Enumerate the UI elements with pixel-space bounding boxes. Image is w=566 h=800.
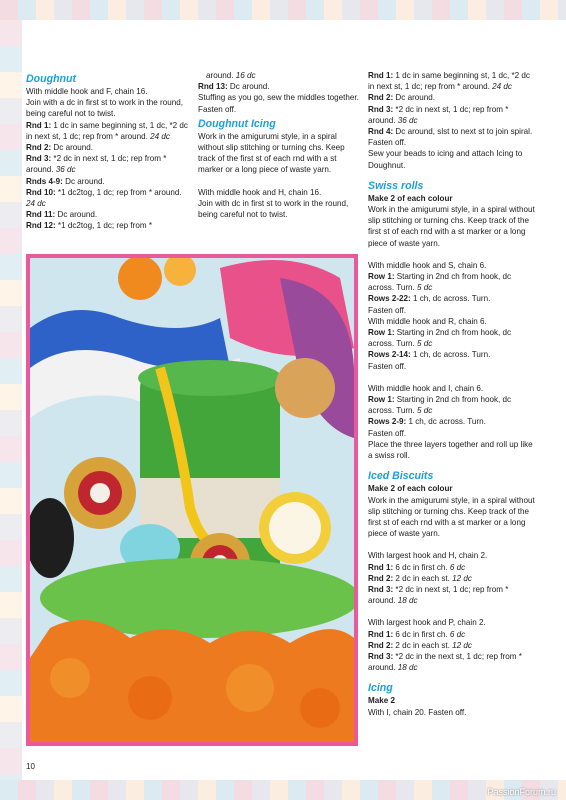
step-text: *2 dc in next st, 1 dc; rep from * around.	[26, 154, 167, 175]
instruction-line	[198, 81, 360, 92]
instruction-line	[368, 651, 538, 673]
step-text: With I, chain 20. Fasten off.	[368, 707, 467, 717]
instruction-line	[26, 187, 188, 209]
instruction-line	[368, 550, 538, 561]
stitch-count: 12 dc	[449, 640, 472, 650]
doughnut-icing-instructions	[198, 131, 360, 220]
instruction-line	[368, 573, 538, 584]
step-label: Rnd 12:	[26, 221, 56, 231]
instruction-line	[198, 198, 360, 220]
stitch-count: 16 dc	[233, 71, 256, 80]
column-1	[26, 70, 188, 232]
step-text: 1 ch, dc across. Turn.	[410, 294, 491, 304]
instruction-line	[368, 293, 538, 304]
step-text: Starting in 2nd ch from hook, dc across. Turn.	[368, 328, 512, 349]
instruction-line	[26, 86, 188, 97]
step-text: 2 dc in each st.	[393, 640, 450, 650]
step-text: 2 dc in each st.	[393, 573, 450, 583]
watermark: PassionForum.ru	[487, 787, 556, 797]
step-text: *2 dc in next st, 1 dc; rep from * around.	[368, 584, 509, 606]
instruction-line	[26, 120, 188, 142]
instruction-line	[368, 204, 538, 249]
instruction-line	[368, 394, 538, 416]
stitch-count: 36 dc	[53, 165, 76, 175]
step-text: Work in the amigurumi style, in a spiral without slip stitching or turning chs. Keep track of the first st of each rnd with a st marker or a long piece of waste yarn.	[198, 131, 345, 175]
step-label: Row 1:	[368, 395, 395, 405]
step-label: Rnd 1:	[368, 71, 394, 80]
step-text: Sew your beads to icing and attach Icing to Doughnut.	[368, 149, 523, 170]
instruction-line	[198, 187, 360, 198]
step-label: Rnd 3:	[26, 154, 52, 164]
section-title-doughnut: Doughnut	[26, 73, 77, 85]
step-text: *2 dc in the next st, 1 dc; rep from * around.	[368, 651, 522, 673]
step-label: Rnd 1:	[368, 629, 394, 639]
instruction-line	[368, 349, 538, 360]
step-label: Rnd 11:	[26, 210, 56, 220]
instruction-line	[368, 327, 538, 349]
step-text: Dc around.	[51, 143, 94, 153]
step-text: 1 dc in same beginning st, 1 dc, *2 dc in next st, 1 dc; rep from * around.	[368, 71, 530, 92]
step-label: Row 1:	[368, 272, 395, 282]
step-text: Dc around.	[55, 210, 98, 220]
step-label: Rnd 3:	[368, 651, 394, 661]
step-text: *1 dc2tog, 1 dc; rep from *	[55, 221, 152, 231]
step-text: Fasten off.	[368, 428, 407, 438]
step-text: With largest hook and H, chain 2.	[368, 551, 488, 561]
step-text: Work in the amigurumi style, in a spiral without slip stitching or turning chs. Keep track of the first st of each rnd with a st marker or a long piece of waste yarn.	[368, 495, 535, 539]
instruction-line	[368, 428, 538, 439]
step-label: Rows 2-14:	[368, 350, 411, 360]
iced-biscuits-instructions	[368, 495, 538, 674]
step-text: 1 ch, dc across. Turn.	[410, 350, 491, 360]
stitch-count: 5 dc	[414, 283, 433, 293]
step-text: Dc around, slst to next st to join spiral. Fasten off.	[368, 127, 533, 148]
instruction-line	[26, 176, 188, 187]
instruction-line	[26, 153, 188, 175]
swiss-rolls-instructions	[368, 204, 538, 461]
step-label: Rnds 4-9:	[26, 176, 63, 186]
step-text: 6 dc in first ch.	[393, 629, 448, 639]
instruction-line	[368, 640, 538, 651]
instruction-line	[368, 584, 538, 606]
step-text: Fasten off.	[368, 361, 407, 371]
section-title-swiss-rolls: Swiss rolls	[368, 179, 424, 192]
step-text: Work in the amigurumi style, in a spiral without slip stitching or turning chs. Keep track of the first st of each rnd with a st marker or a long piece of waste yarn.	[368, 205, 535, 248]
paragraph-gap	[368, 372, 538, 383]
instruction-line	[368, 126, 538, 148]
instruction-line	[198, 131, 360, 176]
step-label: Rows 2-22:	[368, 294, 411, 304]
step-label: Rnd 2:	[26, 143, 52, 153]
instruction-line	[26, 209, 188, 220]
instruction-line	[368, 260, 538, 271]
step-text: 1 ch, dc across. Turn.	[406, 417, 486, 427]
step-text: Join with dc in first st to work in the round, being careful not to twist.	[198, 198, 349, 220]
step-text: *2 dc in next st, 1 dc; rep from * around.	[368, 104, 509, 125]
step-text: With middle hook and H, chain 16.	[198, 187, 322, 197]
step-label: Rnd 10:	[26, 187, 56, 197]
instruction-line	[368, 416, 538, 427]
page-number: 10	[26, 762, 35, 771]
stitch-count: 36 dc	[395, 115, 418, 125]
stitch-count: 6 dc	[447, 562, 466, 572]
step-text: Join with a dc in first st to work in the round, being careful not to twist.	[26, 98, 183, 119]
instruction-line	[26, 97, 188, 119]
step-text: Dc around.	[227, 82, 270, 92]
instruction-line	[368, 439, 538, 461]
iced-biscuits-make-note: Make 2 of each colour	[368, 484, 453, 494]
decorative-border-left	[0, 20, 22, 780]
paragraph-gap	[368, 539, 538, 550]
step-label: Rnd 1:	[368, 562, 394, 572]
instruction-line	[26, 220, 188, 231]
step-text: Dc around.	[62, 176, 105, 186]
step-text: around.	[206, 71, 234, 80]
section-title-icing: Icing	[368, 682, 393, 695]
decorative-border-top	[0, 0, 566, 20]
instruction-line	[368, 305, 538, 316]
step-text: 6 dc in first ch.	[393, 562, 448, 572]
step-text: Fasten off.	[198, 104, 237, 114]
section-title-iced-biscuits: Iced Biscuits	[368, 470, 434, 483]
crochet-hat-photo	[26, 254, 358, 746]
instruction-line	[198, 104, 360, 115]
column-2	[198, 70, 360, 220]
doughnut-instructions	[26, 86, 188, 232]
step-text: Starting in 2nd ch from hook, dc across. Turn.	[368, 395, 512, 416]
step-text: With middle hook and R, chain 6.	[368, 316, 487, 326]
step-label: Rnd 3:	[368, 584, 394, 594]
step-label: Rnd 2:	[368, 93, 394, 103]
doughnut-icing-instructions-continued	[368, 70, 538, 171]
step-text: Starting in 2nd ch from hook, dc across. Turn.	[368, 272, 512, 293]
step-label: Rnd 2:	[368, 640, 394, 650]
step-text: With middle hook and I, chain 6.	[368, 383, 484, 393]
icing-instructions	[368, 707, 538, 718]
instruction-line	[368, 562, 538, 573]
stitch-count: 5 dc	[414, 406, 433, 416]
instruction-line	[26, 142, 188, 153]
stitch-count: 24 dc	[147, 131, 170, 141]
step-label: Rows 2-9:	[368, 417, 407, 427]
icing-make-note: Make 2	[368, 696, 395, 706]
instruction-line	[368, 271, 538, 293]
step-text: Stuffing as you go, sew the middles together.	[198, 93, 359, 103]
crochet-hat-illustration	[30, 258, 354, 742]
instruction-line	[198, 92, 360, 103]
instruction-line	[368, 629, 538, 640]
section-title-doughnut-icing: Doughnut Icing	[198, 117, 276, 130]
instruction-line	[198, 70, 360, 81]
instruction-line	[368, 92, 538, 103]
step-text: *1 dc2tog, 1 dc; rep from * around.	[55, 187, 182, 197]
step-text: Dc around.	[393, 93, 436, 103]
stitch-count: 18 dc	[395, 663, 418, 673]
instruction-line	[368, 383, 538, 394]
step-text: With middle hook and S, chain 6.	[368, 260, 487, 270]
step-text: 1 dc in same beginning st, 1 dc, *2 dc in next st, 1 dc; rep from * around.	[26, 120, 188, 141]
instruction-line	[368, 70, 538, 92]
step-text: With largest hook and P, chain 2.	[368, 618, 486, 628]
stitch-count: 6 dc	[447, 629, 466, 639]
paragraph-gap	[368, 606, 538, 617]
stitch-count: 18 dc	[395, 596, 418, 606]
instruction-line	[368, 361, 538, 372]
step-label: Row 1:	[368, 328, 395, 338]
step-label: Rnd 1:	[26, 120, 52, 130]
step-label: Rnd 4:	[368, 127, 394, 137]
instruction-line	[368, 316, 538, 327]
instruction-line	[368, 495, 538, 540]
step-label: Rnd 13:	[198, 82, 228, 92]
instruction-line	[368, 104, 538, 126]
paragraph-gap	[368, 249, 538, 260]
step-text: Place the three layers together and roll up like a swiss roll.	[368, 439, 533, 461]
stitch-count: 24 dc	[489, 82, 512, 92]
step-label: Rnd 2:	[368, 573, 394, 583]
column-3	[368, 70, 538, 718]
stitch-count: 5 dc	[414, 339, 433, 349]
instruction-line	[368, 617, 538, 628]
step-text: Fasten off.	[368, 305, 407, 315]
swiss-rolls-make-note: Make 2 of each colour	[368, 193, 453, 203]
step-label: Rnd 3:	[368, 104, 394, 114]
paragraph-gap	[198, 176, 360, 187]
step-text: With middle hook and F, chain 16.	[26, 87, 148, 96]
stitch-count: 12 dc	[449, 573, 472, 583]
doughnut-instructions-continued	[198, 70, 360, 115]
stitch-count: 24 dc	[26, 199, 46, 209]
decorative-border-bottom	[0, 780, 566, 800]
instruction-line	[368, 707, 538, 718]
instruction-line	[368, 148, 538, 170]
